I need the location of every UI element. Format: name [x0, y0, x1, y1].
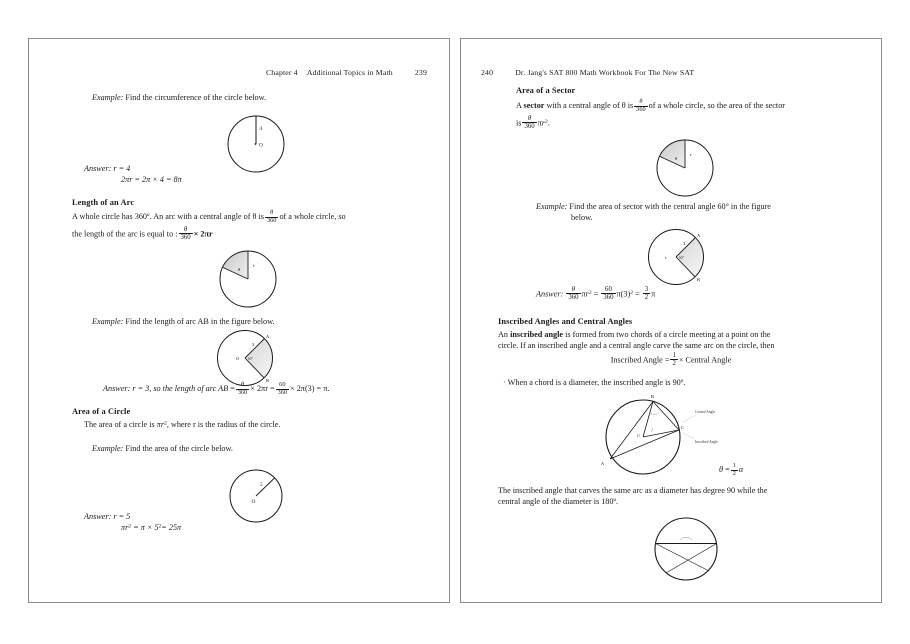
arc-text-2: of a whole circle, so — [279, 211, 346, 221]
answer-4-t2: π(3) — [616, 289, 631, 299]
area-text-exp: 2 — [164, 420, 167, 427]
answer-3-exp-1: 2 — [128, 523, 132, 530]
area-text-a: The area of a circle is — [84, 420, 157, 429]
heading-inscribed-angles: Inscribed Angles and Central Angles — [498, 317, 633, 326]
arc-paragraph-line-2 — [72, 226, 434, 241]
figure-7-point-top: B — [651, 394, 654, 399]
answer-4-t1: πr — [581, 289, 589, 299]
sector-fraction-1 — [634, 99, 647, 113]
inscribed-formula-b: × Central Angle — [678, 355, 732, 365]
running-head-chapter: Chapter 4 — [265, 68, 298, 77]
answer-2-f2-num: 60 — [279, 381, 286, 388]
example-2-text: Find the length of arc AB in the figure below. — [125, 317, 275, 326]
sector-text-bold: sector — [523, 100, 545, 110]
figure-sector-theta-right — [644, 131, 736, 205]
answer-2-mid: × 2πr = — [250, 383, 275, 393]
figure-7-central-angle-label: Central Angle — [695, 410, 716, 414]
figure-arc-ab — [202, 327, 302, 389]
example-3 — [92, 443, 233, 455]
heading-area-of-a-sector: Area of a Sector — [516, 86, 576, 95]
area-paragraph — [84, 419, 434, 431]
answer-4-tail: π — [651, 289, 656, 299]
folio-239: 239 — [414, 68, 427, 77]
figure-circle-radius-5 — [215, 461, 297, 531]
inscribed-angle-formula — [461, 352, 881, 367]
figure-6-angle-label: 60° — [679, 256, 685, 260]
figure-5-radius-label: r — [690, 152, 692, 157]
inscribed-paragraph-line-2: circle. If an inscribed angle and a central angle carve the same arc on the circle, then — [498, 341, 775, 350]
example-4-text-line-2: below. — [571, 213, 593, 222]
page-239 — [28, 38, 450, 603]
answer-3-line-2-b: = π × 5 — [131, 523, 159, 532]
answer-2-arc-ab: AB — [218, 383, 229, 393]
figure-7-point-right: C — [681, 425, 684, 430]
answer-2-f1-den: 360 — [237, 388, 248, 396]
figure-3-angle-label: 60° — [248, 357, 254, 361]
figure-diameter-inscribed — [641, 509, 731, 589]
sector-f2-den: 360 — [524, 123, 535, 131]
figure-1-radius-label: 4 — [259, 126, 263, 132]
answer-1 — [84, 163, 130, 175]
running-head-book-title: Dr. Jang's SAT 800 Math Workbook For The New SAT — [515, 68, 695, 77]
arc-frac-1-num: θ — [270, 209, 274, 216]
answer-4-f2-den: 360 — [603, 294, 614, 302]
answer-4-eq-1: = — [593, 289, 599, 299]
sector-paragraph-line-2 — [516, 115, 866, 130]
answer-4-t2-sup: 2 — [630, 289, 634, 296]
figure-4-center-label: O — [251, 499, 256, 505]
answer-2-f2-den: 360 — [277, 388, 288, 396]
arc-text-1: A whole circle has 360º. An arc with a central angle of θ is — [72, 211, 264, 221]
answer-4-label: Answer: — [536, 289, 564, 299]
example-1 — [92, 92, 266, 104]
example-2 — [92, 316, 275, 328]
sector-fraction-2 — [522, 115, 536, 130]
figure-6-point-b: B — [697, 277, 700, 282]
figure-3-center-label: O — [236, 356, 240, 361]
figure-7-formula-den: 2 — [732, 469, 736, 477]
answer-4-fraction-1 — [566, 286, 580, 301]
figure-4-radius-label: 5 — [260, 482, 263, 488]
figure-3-point-b: B — [266, 378, 269, 383]
answer-4 — [536, 286, 655, 301]
answer-2 — [103, 382, 329, 396]
answer-2-f1-num: θ — [241, 381, 245, 388]
answer-4-fraction-2 — [601, 286, 615, 301]
inscribed-formula-fraction — [670, 352, 677, 367]
sector-paragraph-line-1 — [516, 99, 866, 113]
figure-3-radius-label: 3 — [252, 342, 255, 347]
sector-f2-num: θ — [527, 115, 532, 122]
example-2-label: Example: — [92, 317, 124, 326]
answer-4-t1-sup: 2 — [588, 289, 592, 296]
closing-paragraph-line-1: The inscribed angle that carves the same arc as a diameter has degree 90 while the — [498, 486, 768, 495]
theta-alpha-formula — [719, 463, 743, 477]
answer-2-tail: × 2π(3) = π. — [290, 383, 330, 393]
answer-2-fraction-2 — [276, 382, 289, 396]
heading-length-of-an-arc: Length of an Arc — [72, 198, 135, 207]
figure-2-radius-label: r — [253, 263, 255, 268]
inscribed-formula-den: 2 — [672, 360, 676, 368]
running-head-right — [481, 67, 694, 78]
figure-6-radius-top-label: 3 — [683, 241, 686, 246]
figure-7-formula-eq: = — [725, 464, 730, 474]
figure-6-point-a: A — [697, 233, 701, 238]
answer-3-label: Answer: — [84, 512, 112, 521]
inscribed-formula-num: 1 — [672, 352, 676, 359]
figure-7-formula-fraction — [731, 463, 738, 477]
figure-circle-radius-4 — [215, 107, 297, 181]
inscribed-text-1b: is formed from two chords of a circle meeting at a point on the — [563, 330, 771, 339]
example-4-text-line-1: Find the area of sector with the central angle 60° in the figure — [569, 202, 771, 211]
sector-text-3: is — [516, 118, 522, 128]
answer-1-line-2: 2πr = 2π × 4 = 8π — [121, 175, 182, 184]
arc-frac-2-den: 360 — [180, 234, 191, 242]
heading-area-of-a-circle: Area of a Circle — [72, 407, 131, 416]
example-4 — [536, 201, 771, 213]
answer-2-text-1: r = 3, so the length of arc — [132, 383, 219, 393]
figure-sector-theta — [207, 242, 299, 316]
closing-paragraph-line-2: central angle of the diameter is 180º. — [498, 497, 619, 506]
arc-text-3: the length of the arc is equal to : — [72, 229, 178, 239]
sector-text-4: πr — [537, 118, 545, 128]
area-text-b: , where r is the radius of the circle. — [166, 420, 281, 429]
answer-4-eq-2: = — [635, 289, 640, 299]
answer-4-f2-num: 60 — [605, 286, 612, 293]
figure-7-alpha-label: α — [738, 464, 744, 474]
sector-text-2: of a whole circle, so the area of the sector — [648, 100, 786, 110]
inscribed-text-bold: inscribed angle — [510, 330, 564, 339]
page-240 — [460, 38, 882, 603]
answer-4-fraction-3 — [643, 286, 650, 301]
arc-paragraph-line-1 — [72, 210, 434, 224]
sector-f1-num: θ — [639, 98, 643, 105]
inscribed-formula-a: Inscribed Angle = — [610, 355, 670, 365]
answer-3-line-2-a: πr — [121, 523, 129, 532]
answer-3-line-2-c: = 25π — [161, 523, 182, 532]
arc-frac-1-den: 360 — [266, 216, 277, 224]
answer-3-exp-2: 2 — [158, 523, 162, 530]
area-text-pir2: πr — [156, 420, 165, 429]
sector-text-1b: with a central angle of θ is — [544, 100, 634, 110]
example-1-text: Find the circumference of the circle below. — [125, 93, 267, 102]
folio-240: 240 — [481, 68, 494, 77]
answer-1-line-1: r = 4 — [113, 164, 131, 173]
example-1-label: Example: — [92, 93, 124, 102]
sector-text-4-end: . — [547, 118, 550, 128]
example-4-label: Example: — [536, 202, 568, 211]
answer-1-line-2-row — [121, 174, 182, 186]
inscribed-text-1a: An — [498, 330, 511, 339]
figure-2-angle-label: θ — [238, 267, 241, 272]
figure-1-center-label: O — [259, 142, 263, 149]
chord-text: When a chord is a diameter, the inscribed angle is 90º. — [507, 378, 686, 387]
answer-4-f1-den: 360 — [568, 294, 579, 302]
arc-fraction-2 — [179, 226, 193, 241]
answer-2-fraction-1 — [236, 382, 249, 396]
answer-4-f3-num: 3 — [644, 286, 649, 293]
figure-7-point-left: A — [601, 461, 605, 466]
bullet-icon: · — [503, 378, 506, 387]
arc-fraction-1 — [265, 210, 278, 224]
answer-2-eq-1: = — [230, 383, 235, 393]
answer-3-line-2-row — [121, 522, 181, 534]
answer-3 — [84, 511, 130, 523]
sector-f1-den: 360 — [636, 105, 646, 113]
figure-7-inscribed-angle-label: Inscribed Angle — [695, 440, 718, 444]
example-3-label: Example: — [92, 444, 124, 453]
example-3-text: Find the area of the circle below. — [125, 444, 233, 453]
figure-sector-60 — [633, 225, 733, 289]
figure-7-center-label: O — [637, 434, 640, 438]
sector-text-1a: A — [516, 100, 524, 110]
figure-6-radius-left-label: r — [665, 255, 667, 260]
arc-frac-2-num: θ — [183, 226, 188, 233]
answer-1-label: Answer: — [84, 164, 112, 173]
answer-3-line-1: r = 5 — [113, 512, 131, 521]
answer-4-f3-den: 2 — [644, 294, 649, 302]
answer-2-label: Answer: — [103, 383, 131, 393]
figure-3-point-a: A — [266, 334, 270, 339]
sector-text-4-sup: 2 — [544, 118, 548, 125]
inscribed-paragraph-line-1 — [498, 329, 868, 341]
answer-4-f1-num: θ — [571, 286, 576, 293]
figure-5-angle-label: θ — [675, 156, 678, 161]
figure-7-formula-num: 1 — [732, 462, 736, 469]
arc-text-4: × 2πr — [193, 229, 213, 239]
figure-7-theta-label: θ — [719, 464, 724, 474]
running-head-left — [266, 67, 427, 78]
running-head-title: Additional Topics in Math — [306, 68, 393, 77]
